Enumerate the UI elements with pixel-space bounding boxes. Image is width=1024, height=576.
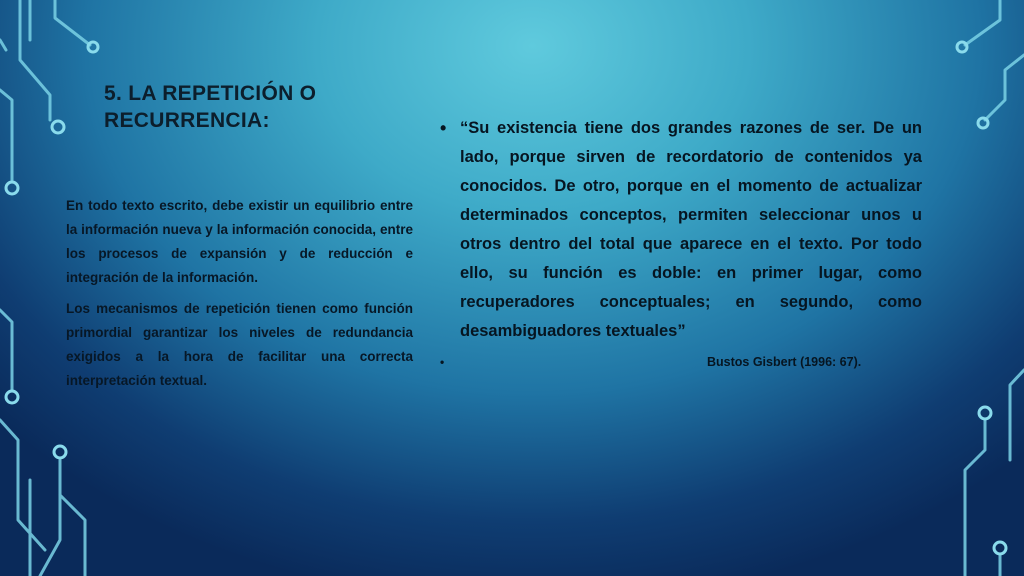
- quote-bullet: [440, 114, 922, 346]
- left-paragraph-2: Los mecanismos de repetición tienen como función primordial garantizar los niveles de redundancia exigidos a la hora de facilitar una correcta interpretación textual.: [66, 301, 413, 388]
- quote-text: “Su existencia tiene dos grandes razones de ser. De un lado, porque sirven de recordatorio de contenidos ya conocidos. De otro, porque en el momento de actualizar determinados conceptos, permiten seleccionar unos u otros dentro del total que aparece en el texto. Por todo ello, su función es doble: en primer lugar, como recuperadores conceptuales; en segundo, como desambiguadores textuales”: [460, 119, 922, 340]
- citation-text: Bustos Gisbert (1996: 67).: [707, 355, 862, 369]
- slide-title: 5. LA REPETICIÓN O RECURRENCIA:: [104, 82, 317, 132]
- quote-block: [440, 114, 922, 377]
- citation-bullet: [440, 348, 922, 377]
- left-paragraph-1: En todo texto escrito, debe existir un equilibrio entre la información nueva y la información conocida, entre los procesos de expansión y de reducción e integración de la información.: [66, 198, 413, 285]
- left-text-block: [66, 194, 413, 400]
- bullet-icon: •: [440, 355, 445, 369]
- bullet-icon: •: [440, 118, 447, 138]
